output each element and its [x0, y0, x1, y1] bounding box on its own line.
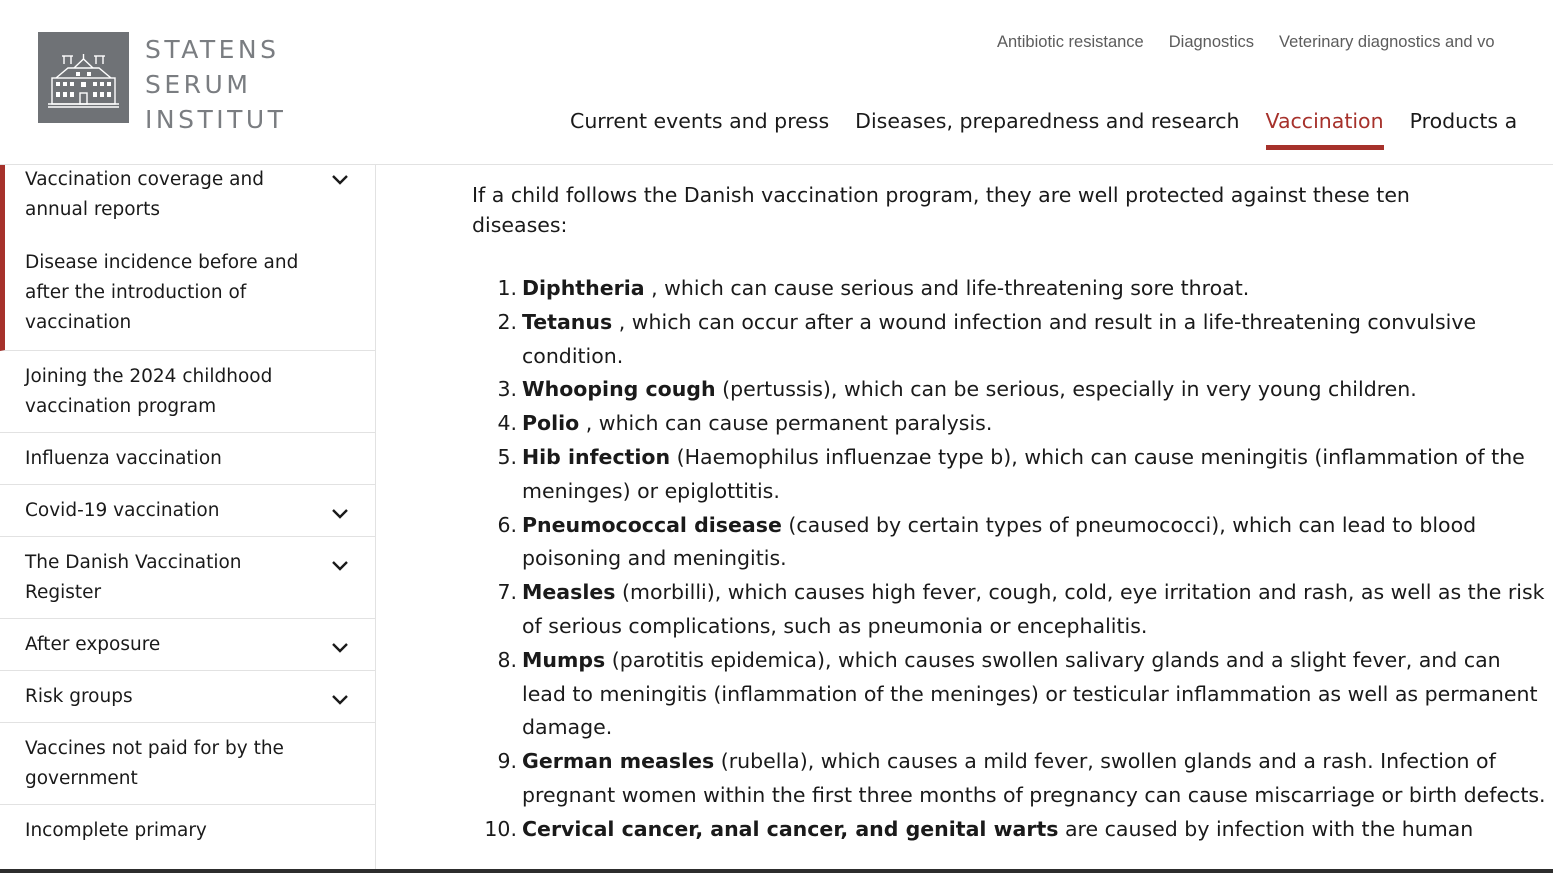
- disease-name: Cervical cancer, anal cancer, and genital warts: [522, 816, 1059, 841]
- logo-line: SERUM: [145, 70, 252, 99]
- disease-name: Mumps: [522, 647, 606, 672]
- utility-link-diagnostics[interactable]: Diagnostics: [1168, 33, 1255, 51]
- list-item: [472, 644, 1547, 745]
- main-nav-vaccination[interactable]: Vaccination: [1266, 109, 1384, 153]
- list-item: [472, 745, 1547, 813]
- list-item: [472, 813, 1547, 847]
- sidebar-item-label: Vaccines not paid for by the government: [25, 738, 284, 789]
- chevron-down-icon[interactable]: [329, 688, 351, 710]
- sidebar-item-vaccines-not-paid[interactable]: [0, 723, 375, 805]
- list-number: 3.: [497, 377, 517, 402]
- sidebar-item-label: Vaccination coverage and annual reports: [25, 169, 264, 220]
- disease-description: (Haemophilus influenzae type b), which can cause meningitis (inflammation of the meninges) or epiglottitis.: [522, 444, 1525, 503]
- sidebar-item-vaccination-register[interactable]: [0, 537, 375, 619]
- disease-name: Hib infection: [522, 444, 671, 469]
- list-item: [472, 272, 1547, 306]
- sidebar-item-after-exposure[interactable]: [0, 619, 375, 671]
- window-bottom-edge: [0, 869, 1553, 873]
- chevron-down-icon[interactable]: [329, 554, 351, 576]
- disease-description: (parotitis epidemica), which causes swollen salivary glands and a slight fever, and can lead to meningitis (inflammation of the meninges) or testicular inflammation as well as permanent damage.: [522, 647, 1538, 740]
- sidebar-item-label: After exposure: [25, 634, 161, 655]
- sidebar-nav: [0, 165, 376, 873]
- disease-description: (caused by certain types of pneumococci), which can lead to blood poisoning and meningitis.: [522, 512, 1477, 571]
- list-item: [472, 407, 1547, 441]
- sidebar-item-incomplete-primary[interactable]: [0, 805, 375, 856]
- disease-description: , which can occur after a wound infection and result in a life-threatening convulsive condition.: [522, 309, 1477, 368]
- intro-paragraph: If a child follows the Danish vaccination program, they are well protected against these ten diseases:: [472, 183, 1410, 237]
- main-nav-current-events[interactable]: Current events and press: [570, 109, 830, 133]
- list-item: [472, 576, 1547, 644]
- list-item: [472, 509, 1547, 577]
- disease-name: Pneumococcal disease: [522, 512, 782, 537]
- sidebar-item-label: Disease incidence before and after the introduction of vaccination: [25, 252, 299, 333]
- disease-name: Polio: [522, 411, 580, 436]
- disease-list: [472, 272, 1547, 847]
- list-item: [472, 306, 1547, 374]
- sidebar-item-label: Joining the 2024 childhood vaccination program: [25, 366, 273, 417]
- sidebar-item-label: Covid-19 vaccination: [25, 500, 220, 521]
- sidebar-item-risk-groups[interactable]: [0, 671, 375, 723]
- sidebar-item-label: Risk groups: [25, 686, 133, 707]
- sidebar-item-label: Incomplete primary: [25, 820, 207, 841]
- disease-description: , which can cause permanent paralysis.: [579, 411, 993, 436]
- utility-link-antibiotic-resistance[interactable]: Antibiotic resistance: [997, 33, 1144, 51]
- logo-wordmark: [145, 32, 286, 137]
- list-number: 2.: [497, 309, 517, 334]
- sidebar-item-label: Influenza vaccination: [25, 448, 222, 469]
- sidebar-item-label: The Danish Vaccination Register: [25, 552, 242, 603]
- sidebar-item-vaccination-coverage[interactable]: [0, 165, 375, 237]
- disease-description: (rubella), which causes a mild fever, swollen glands and a rash. Infection of pregnant women within the first three months of pregnancy can cause miscarriage or birth defects.: [522, 749, 1546, 807]
- disease-description: (pertussis), which can be serious, especially in very young children.: [715, 377, 1417, 402]
- list-number: 5.: [497, 444, 517, 469]
- main-content: [472, 180, 1547, 847]
- chevron-down-icon[interactable]: [329, 168, 351, 190]
- chevron-down-icon[interactable]: [329, 636, 351, 658]
- main-nav-products[interactable]: Products a: [1409, 109, 1518, 133]
- sidebar-item-influenza[interactable]: [0, 433, 375, 485]
- disease-name: German measles: [522, 749, 715, 774]
- site-header: [0, 0, 1553, 165]
- list-number: 1.: [497, 276, 517, 300]
- disease-name: Diphtheria: [522, 276, 645, 300]
- logo-line: STATENS: [145, 35, 280, 64]
- utility-nav: [997, 33, 1520, 52]
- chevron-down-icon[interactable]: [329, 502, 351, 524]
- disease-description: are caused by infection with the human: [1058, 816, 1474, 841]
- list-number: 10.: [484, 816, 517, 841]
- list-item: [472, 373, 1547, 407]
- list-number: 9.: [497, 749, 517, 774]
- utility-link-veterinary-diagnostics[interactable]: Veterinary diagnostics and vo: [1279, 33, 1495, 51]
- list-number: 6.: [497, 512, 517, 537]
- list-number: 7.: [497, 580, 517, 605]
- list-number: 8.: [497, 647, 517, 672]
- sidebar-item-disease-incidence[interactable]: [0, 237, 375, 351]
- disease-description: (morbilli), which causes high fever, cough, cold, eye irritation and rash, as well as the risk of serious complications, such as pneumonia or encephalitis.: [522, 580, 1545, 638]
- site-logo[interactable]: [38, 32, 286, 137]
- main-nav: [570, 109, 1543, 153]
- logo-line: INSTITUT: [145, 105, 287, 134]
- disease-description: , which can cause serious and life-threatening sore throat.: [644, 276, 1250, 300]
- list-item: [472, 441, 1547, 509]
- list-number: 4.: [497, 411, 517, 436]
- disease-name: Whooping cough: [522, 377, 716, 402]
- main-nav-diseases[interactable]: Diseases, preparedness and research: [855, 109, 1240, 133]
- disease-name: Measles: [522, 580, 616, 605]
- building-icon: [38, 32, 129, 123]
- sidebar-item-joining-2024[interactable]: [0, 351, 375, 433]
- sidebar-item-covid19[interactable]: [0, 485, 375, 537]
- disease-name: Tetanus: [522, 309, 613, 334]
